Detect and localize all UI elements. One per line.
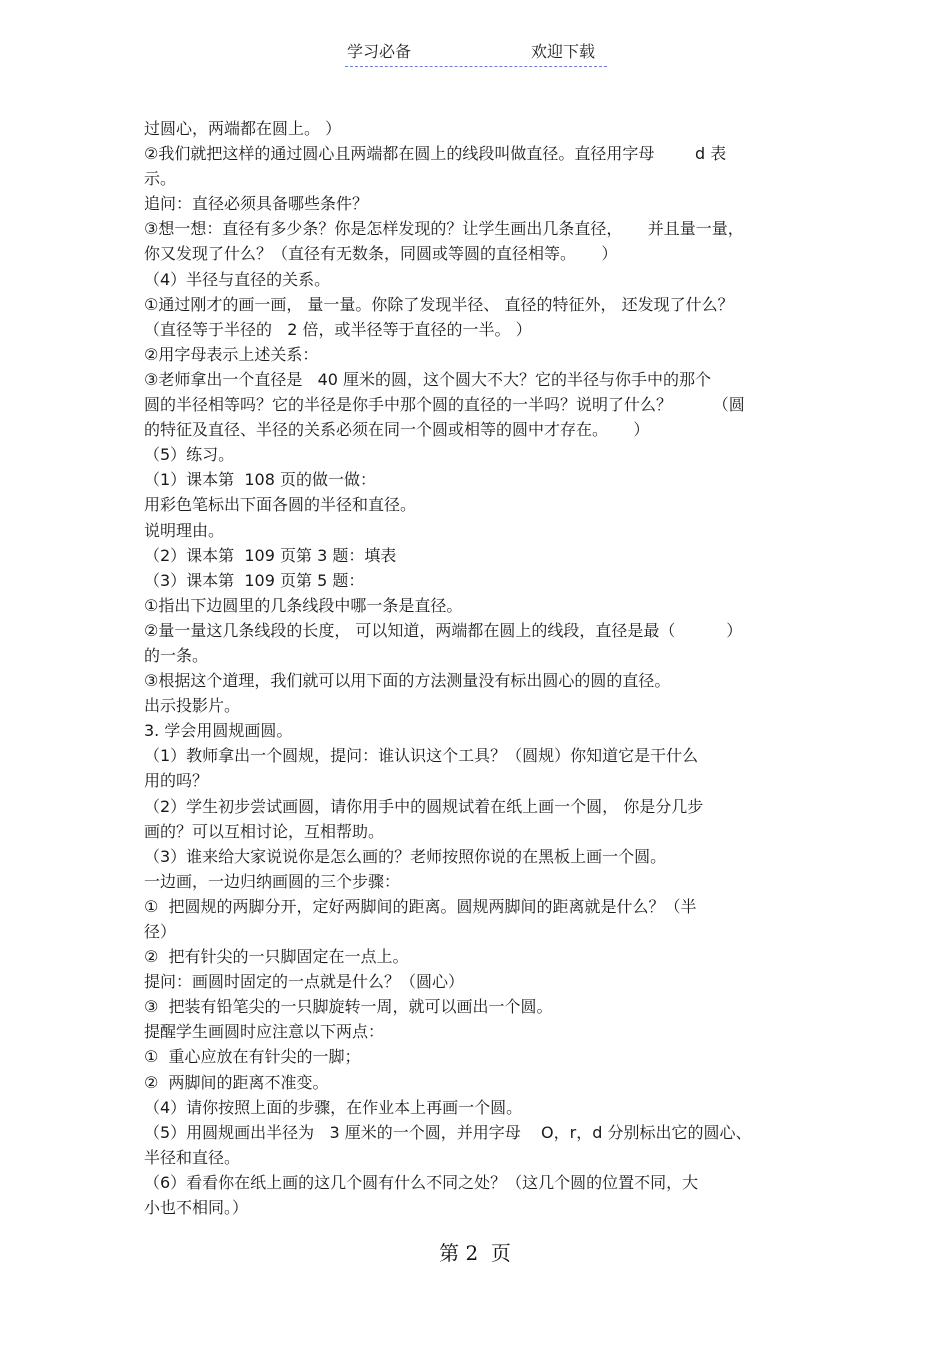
text-line: 径） (144, 922, 177, 941)
text-line: ② 两脚间的距离不准变。 (144, 1072, 329, 1092)
text-line: 的一条。 (144, 645, 209, 665)
text-line: （3）课本第 109 页第 5 题： (144, 570, 365, 590)
text-line: 用的吗？ (144, 771, 209, 791)
text-line: 追问：直径必须具备哪些条件？ (144, 194, 369, 214)
text-line: 你又发现了什么？（直径有无数条，同圆或等圆的直径相等。 ） (144, 244, 618, 264)
page-number: 第 2 页 (439, 1241, 511, 1265)
text-line: 提问：画圆时固定的一点就是什么？（圆心） (144, 972, 465, 992)
text-line: ①指出下边圆里的几条线段中哪一条是直径。 (144, 595, 463, 615)
text-line: ① 重心应放在有针尖的一脚； (144, 1047, 361, 1067)
text-line: ②我们就把这样的通过圆心且两端都在圆上的线段叫做直径。直径用字母 d 表 (144, 144, 727, 164)
header-left-text: 学习必备 (347, 42, 412, 61)
text-line: 出示投影片。 (144, 696, 241, 716)
text-line: （2）学生初步尝试画圆，请你用手中的圆规试着在纸上画一个圆， 你是分几步 (144, 796, 704, 816)
text-line: （1）课本第 108 页的做一做： (144, 470, 376, 490)
text-line: （直径等于半径的 2 倍，或半径等于直径的一半。 ） (144, 319, 532, 339)
text-line: （4）半径与直径的关系。 (144, 269, 331, 289)
text-line: 示。 (144, 169, 177, 189)
text-line: ① 把圆规的两脚分开，定好两脚间的距离。圆规两脚间的距离就是什么？（半 (144, 896, 697, 916)
text-line: ③ 把装有铅笔尖的一只脚旋转一周，就可以画出一个圆。 (144, 997, 553, 1017)
text-line: 半径和直径。 (144, 1147, 241, 1167)
text-line: （4）请你按照上面的步骤，在作业本上再画一个圆。 (144, 1097, 523, 1117)
text-line: 画的？可以互相讨论，互相帮助。 (144, 821, 385, 841)
text-line: 过圆心，两端都在圆上。 ） (144, 119, 342, 138)
text-line: ②量一量这几条线段的长度， 可以知道，两端都在圆上的线段，直径是最（ ） (144, 620, 743, 640)
text-line: （2）课本第 109 页第 3 题：填表 (144, 545, 397, 565)
text-line: （5）练习。 (144, 445, 235, 465)
text-line: ② 把有针尖的一只脚固定在一点上。 (144, 947, 409, 967)
text-line: ①通过刚才的画一画， 量一量。你除了发现半径、 直径的特征外， 还发现了什么？ (144, 294, 734, 314)
text-line: 说明理由。 (144, 520, 225, 540)
text-line: ③老师拿出一个直径是 40 厘米的圆，这个圆大不大？它的半径与你手中的那个 (144, 369, 712, 389)
text-line: ③想一想：直径有多少条？你是怎样发现的？让学生画出几条直径， 并且量一量， (144, 219, 744, 239)
text-line: 提醒学生画圆时应注意以下两点： (144, 1022, 385, 1042)
text-line: ②用字母表示上述关系： (144, 344, 319, 364)
text-line: 用彩色笔标出下面各圆的半径和直径。 (144, 495, 417, 515)
text-line: 小也不相同。） (144, 1198, 249, 1218)
text-line: （3）谁来给大家说说你是怎么画的？老师按照你说的在黑板上画一个圆。 (144, 846, 667, 866)
header-right-text: 欢迎下载 (531, 42, 596, 61)
text-line: 一边画，一边归纳画圆的三个步骤： (144, 871, 401, 891)
page-header (345, 42, 607, 67)
text-line: （6）看看你在纸上画的这几个圆有什么不同之处？（这几个圆的位置不同，大 (144, 1172, 699, 1192)
text-line: ③根据这个道理，我们就可以用下面的方法测量没有标出圆心的圆的直径。 (144, 671, 671, 691)
text-line: 圆的半径相等吗？它的半径是你手中那个圆的直径的一半吗？说明了什么？ （圆 (144, 395, 745, 415)
text-line: 3. 学会用圆规画圆。 (144, 721, 293, 741)
text-line: （1）教师拿出一个圆规，提问：谁认识这个工具？（圆规）你知道它是干什么 (144, 746, 699, 766)
text-line: （5）用圆规画出半径为 3 厘米的一个圆，并用字母 O，r，d 分别标出它的圆心、 (144, 1122, 752, 1142)
document-body (144, 116, 824, 1220)
text-line: 的特征及直径、半径的关系必须在同一个圆或相等的圆中才存在。 ） (144, 420, 650, 440)
